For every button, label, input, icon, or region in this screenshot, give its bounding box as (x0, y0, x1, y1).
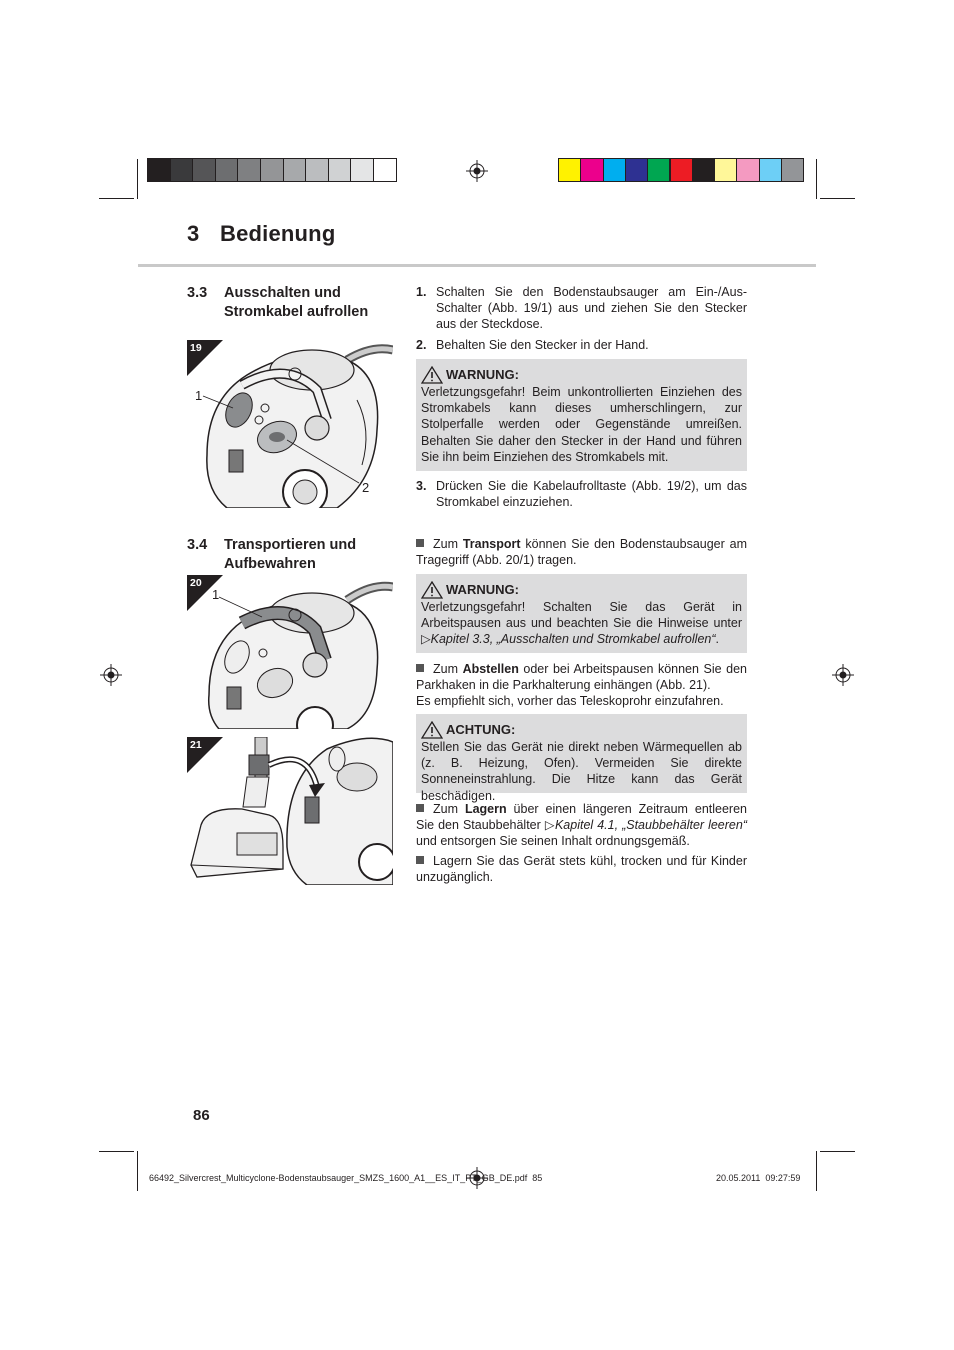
crop-mark (137, 159, 138, 199)
figure-number: 21 (190, 739, 202, 751)
figure-number: 20 (190, 577, 202, 589)
warning-triangle-icon (421, 721, 443, 739)
color-swatch (374, 159, 396, 181)
color-swatch (604, 159, 625, 181)
reference-arrow-icon: ▷ (421, 632, 431, 647)
warning-heading: WARNUNG: (421, 581, 742, 599)
bullet-abstellen: Zum Abstellen oder bei Arbeitspausen können Sie den Parkhaken in die Parkhalterung einhängen (Abb. 21). Es empfiehlt sich, vorher das Teleskoprohr einzufahren. (416, 662, 747, 709)
color-swatch (737, 159, 758, 181)
figure-label-1: 1 (212, 587, 220, 602)
page-number: 86 (193, 1107, 210, 1124)
color-swatch (306, 159, 328, 181)
section-title: Ausschalten und Stromkabel aufrollen (224, 285, 369, 320)
caution-text: Stellen Sie das Gerät nie direkt neben Wärmequellen ab (z. B. Heizung, Ofen). Vermeiden Sie direkte Sonneneinstrahlung. Die Hitze kann das Gerät beschädigen. (421, 740, 742, 803)
print-footer-file: 66492_Silvercrest_Multicyclone-Bodenstaubsauger_SMZS_1600_A1__ES_IT_PT_GB_DE.pdf 85 (149, 1173, 543, 1183)
bullet-square-icon (416, 539, 424, 547)
color-swatch (715, 159, 736, 181)
registration-mark-icon (466, 160, 488, 182)
figure-number: 19 (190, 342, 202, 354)
color-swatch (261, 159, 283, 181)
caution-box (416, 714, 747, 803)
crop-mark (99, 198, 134, 199)
heading-rule (138, 264, 816, 267)
color-swatch (193, 159, 215, 181)
crop-mark (820, 198, 855, 199)
color-swatch (648, 159, 669, 181)
section-title: Transportieren und Aufbewahren (224, 537, 357, 572)
bullet-square-icon (416, 664, 424, 672)
color-swatch (626, 159, 647, 181)
step-2: 2. Behalten Sie den Stecker in der Hand. (416, 338, 649, 352)
color-swatch (581, 159, 602, 181)
bullet-square-icon (416, 804, 424, 812)
bullet-transport: Zum Transport können Sie den Bodenstaubsauger am Tragegriff (Abb. 20/1) tragen. (416, 537, 747, 568)
warning-triangle-icon (421, 581, 443, 599)
figure-label-1: 1 (195, 388, 203, 403)
section-number: 3.4 (187, 537, 208, 553)
color-swatch (559, 159, 580, 181)
bullet-lagern: Zum Lagern über einen längeren Zeitraum entleeren Sie den Staubbehälter ▷Kapitel 4.1, „Staubbehälter leeren“ und entsorgen Sie seinen Inhalt ordnungsgemäß. (416, 802, 747, 849)
section-heading-3-4 (187, 536, 393, 576)
figure-label-2: 2 (362, 480, 370, 495)
chapter-number: 3 (187, 221, 200, 246)
section-number: 3.3 (187, 285, 208, 301)
crop-mark (820, 1151, 855, 1152)
color-swatch (782, 159, 803, 181)
caution-heading: ACHTUNG: (421, 721, 742, 739)
warning-box (416, 574, 747, 653)
step-3: 3. Drücken Sie die Kabelaufrolltaste (Abb. 19/2), um das Stromkabel einzuziehen. (416, 479, 747, 510)
reference-arrow-icon: ▷ (544, 818, 555, 833)
warning-heading: WARNUNG: (421, 366, 742, 384)
chapter-reference-link[interactable]: Kapitel 3.3, „Ausschalten und Stromkabel aufrollen“ (430, 632, 716, 647)
color-swatch (238, 159, 260, 181)
crop-mark (816, 159, 817, 199)
color-swatch (171, 159, 193, 181)
figure-19 (187, 340, 393, 508)
crop-mark (137, 1151, 138, 1191)
chapter-reference-link[interactable]: Kapitel 4.1, „Staubbehälter leeren“ (554, 818, 747, 833)
crop-mark (99, 1151, 134, 1152)
color-swatch (284, 159, 306, 181)
print-footer-date: 20.05.2011 09:27:59 (716, 1173, 801, 1183)
section-heading-3-3 (187, 284, 393, 324)
color-swatch (671, 159, 692, 181)
warning-box (416, 359, 747, 471)
chapter-title: Bedienung (220, 221, 336, 246)
step-1: 1. Schalten Sie den Bodenstaubsauger am Ein-/Aus-Schalter (Abb. 19/1) aus und ziehen Sie den Stecker aus der Steckdose. (416, 285, 747, 332)
color-swatch (693, 159, 714, 181)
color-swatch (351, 159, 373, 181)
bullet-storage: Lagern Sie das Gerät stets kühl, trocken und für Kinder unzugänglich. (416, 854, 747, 885)
bullet-square-icon (416, 856, 424, 864)
figure-20 (187, 575, 393, 729)
figure-21 (187, 737, 393, 885)
registration-mark-icon (100, 664, 122, 686)
warning-text: Verletzungsgefahr! Beim unkontrollierten Einziehen des Stromkabels kann dieses umherschlingern, zur Stolperfalle werden oder Gegenstände umreißen. Behalten Sie daher den Stecker in der Hand und führen Sie ihn beim Einziehen des Stromkabels mit. (421, 385, 742, 464)
color-swatch (148, 159, 170, 181)
warning-triangle-icon (421, 366, 443, 384)
registration-mark-icon (832, 664, 854, 686)
crop-mark (816, 1151, 817, 1191)
color-swatch (329, 159, 351, 181)
warning-text: Verletzungsgefahr! Schalten Sie das Gerät in Arbeitspausen aus und beachten Sie die Hinweise unter ▷Kapitel 3.3, „Ausschalten und Stromkabel aufrollen“. (421, 600, 742, 647)
chapter-heading (187, 221, 335, 247)
color-swatch (760, 159, 781, 181)
color-swatch (216, 159, 238, 181)
